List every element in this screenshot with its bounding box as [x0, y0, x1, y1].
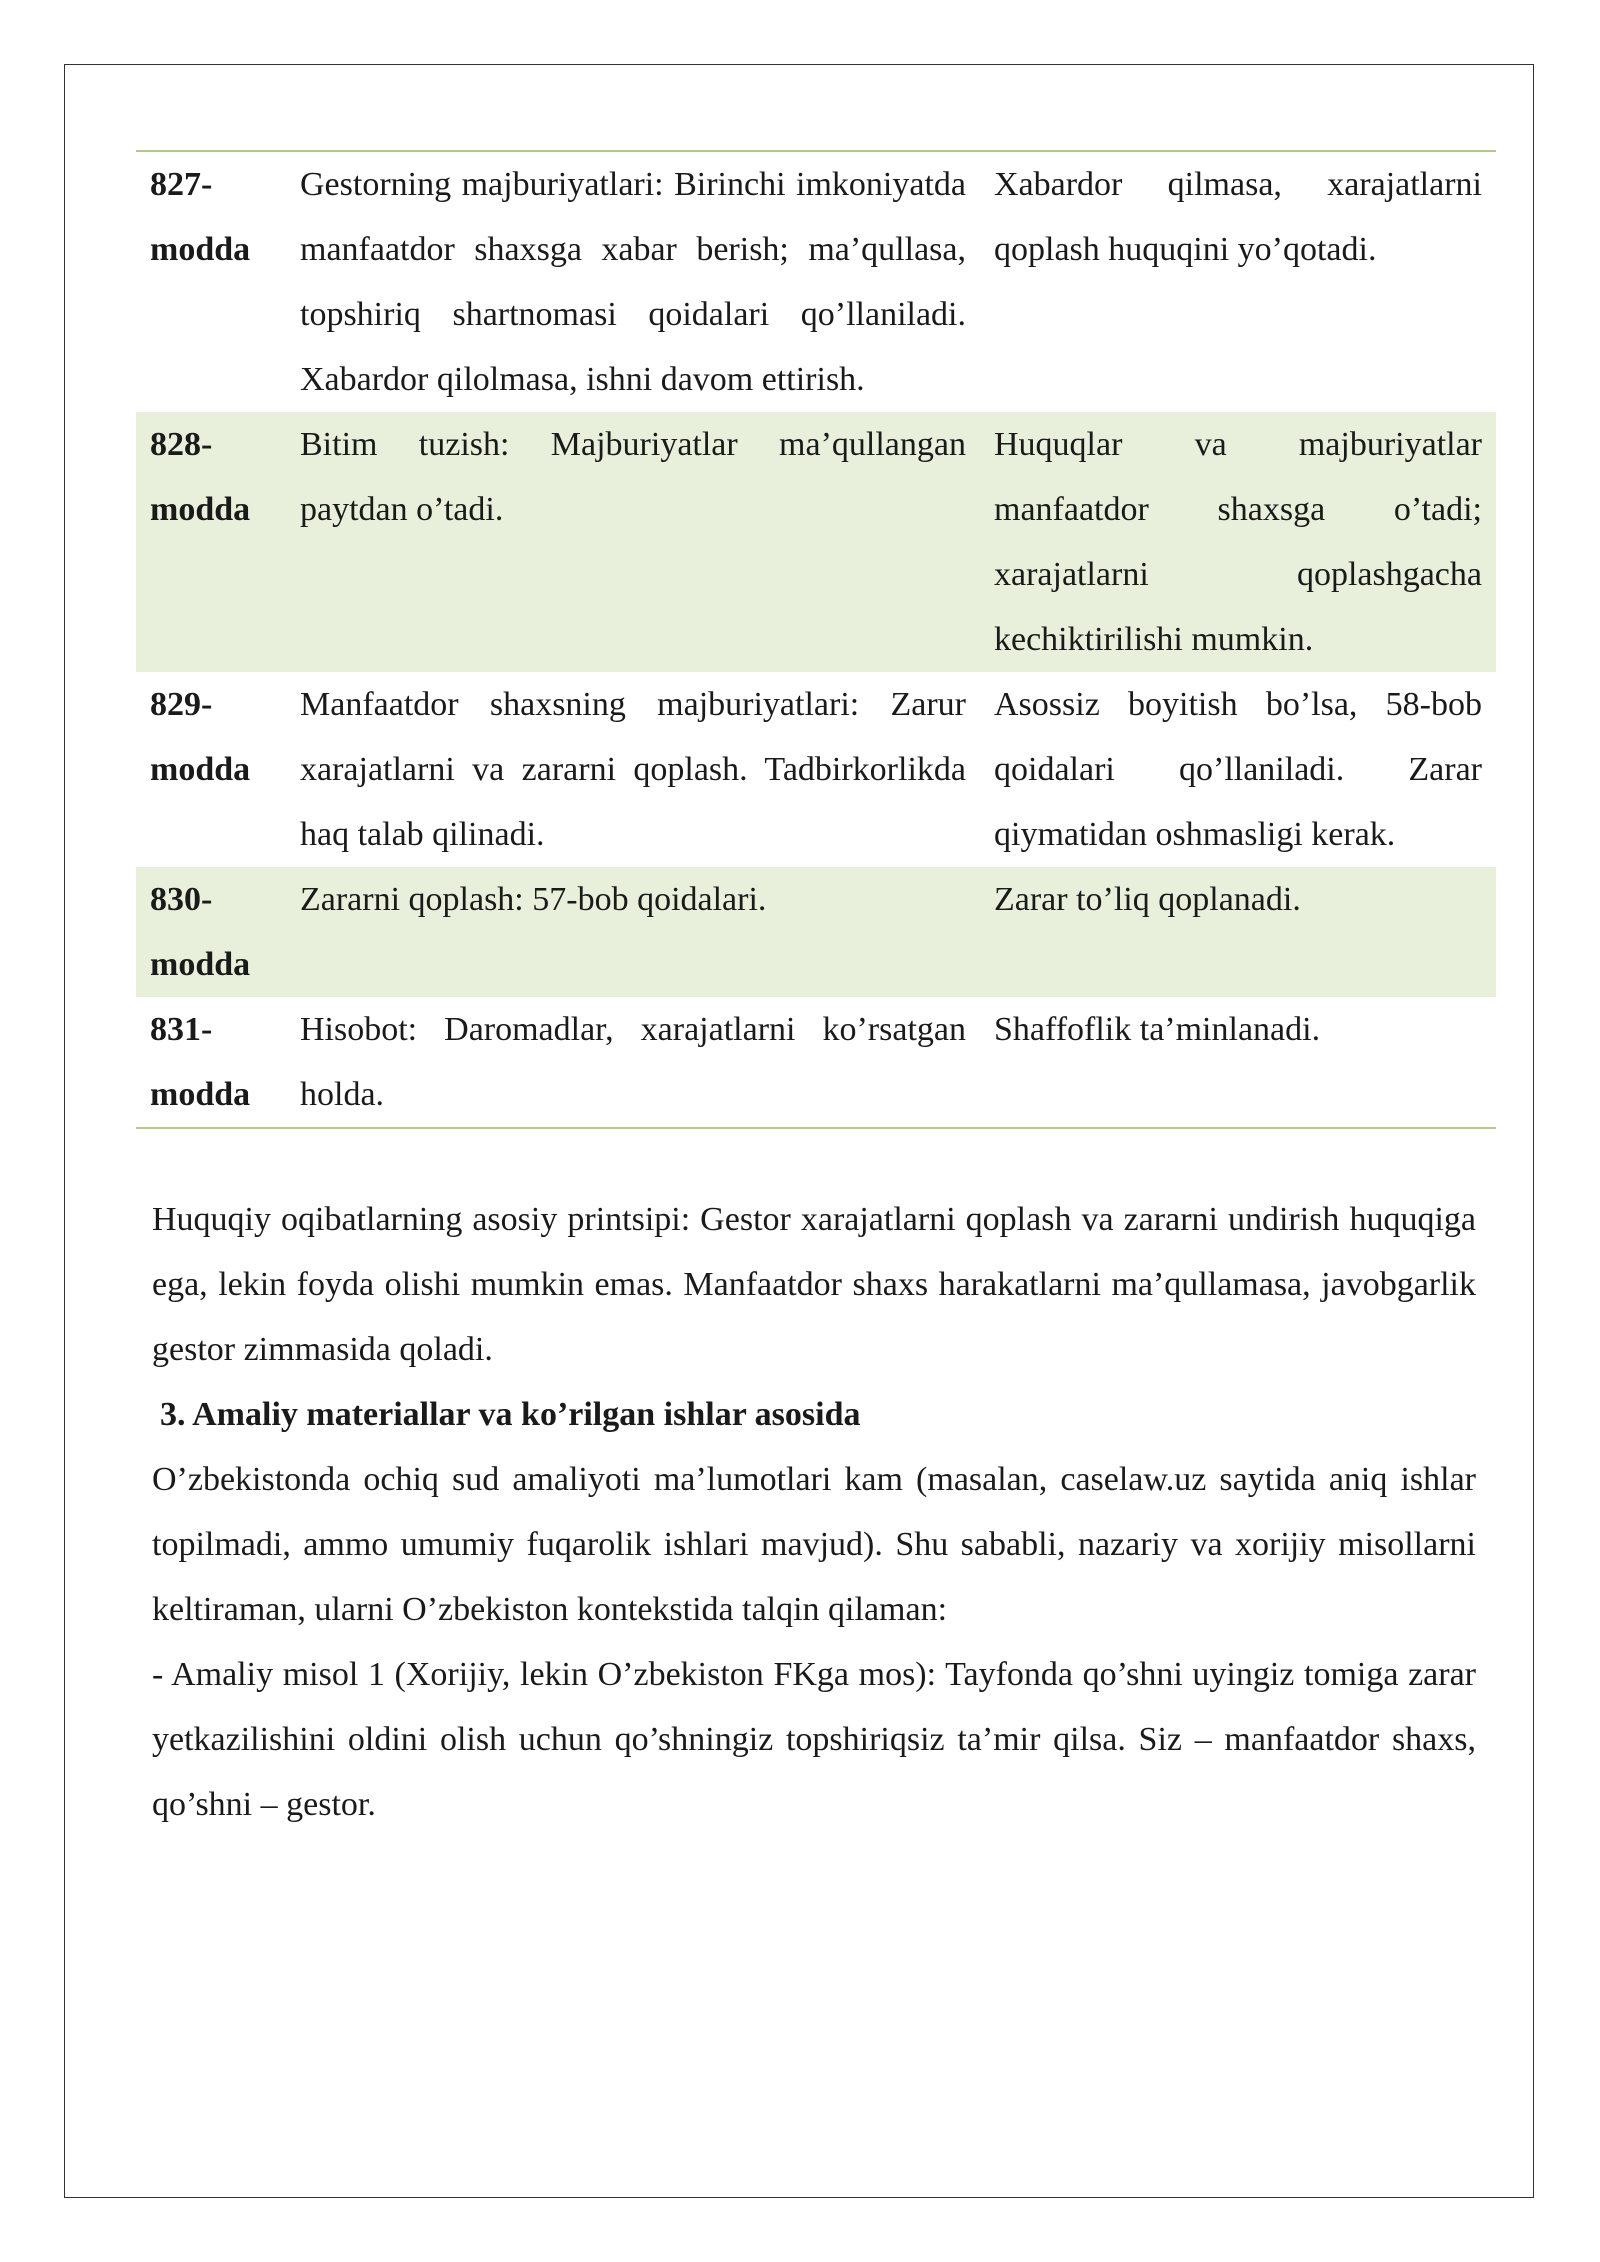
article-description: Bitim tuzish: Majburiyatlar ma’qullangan paytdan o’tadi.	[286, 412, 980, 672]
article-number: 829-modda	[150, 686, 251, 788]
table-row	[136, 672, 1496, 867]
article-number: 831-modda	[150, 1011, 251, 1113]
article-number: 830-modda	[136, 867, 286, 997]
article-consequence: Xabardor qilmasa, xarajatlarni qoplash huquqini yo’qotadi.	[994, 166, 1482, 268]
table-row	[136, 412, 1496, 672]
article-description: Zararni qoplash: 57-bob qoidalari.	[286, 867, 980, 997]
table-row	[136, 867, 1496, 997]
practice-paragraph: O’zbekistonda ochiq sud amaliyoti ma’lumotlari kam (masalan, caselaw.uz saytida aniq ishlar topilmadi, ammo umumiy fuqarolik ishlari mavjud). Shu sababli, nazariy va xorijiy misollarni keltiraman, ularni O’zbekiston kontekstida talqin qilaman:	[152, 1461, 1476, 1628]
articles-table	[136, 150, 1496, 1129]
article-description: Hisobot: Daromadlar, xarajatlarni ko’rsatgan holda.	[300, 1011, 966, 1113]
section-heading: 3. Amaliy materiallar va ko’rilgan ishlar asosida	[160, 1396, 861, 1433]
article-number: 828-modda	[136, 412, 286, 672]
example-paragraph: - Amaliy misol 1 (Xorijiy, lekin O’zbekiston FKga mos): Tayfonda qo’shni uyingiz tomiga zarar yetkazilishini oldini olish uchun qo’shningiz topshiriqsiz ta’mir qilsa. Siz – manfaatdor shaxs, qo’shni – gestor.	[152, 1656, 1476, 1823]
table-row	[136, 151, 1496, 412]
article-consequence: Zarar to’liq qoplanadi.	[980, 867, 1496, 997]
article-consequence: Huquqlar va majburiyatlar manfaatdor shaxsga o’tadi; xarajatlarni qoplashgacha kechiktirilishi mumkin.	[980, 412, 1496, 672]
article-description: Gestorning majburiyatlari: Birinchi imkoniyatda manfaatdor shaxsga xabar berish; ma’qullasa, topshiriq shartnomasi qoidalari qo’llaniladi. Xabardor qilolmasa, ishni davom ettirish.	[300, 166, 966, 398]
page-content	[138, 150, 1488, 1837]
article-consequence: Asossiz boyitish bo’lsa, 58-bob qoidalari qo’llaniladi. Zarar qiymatidan oshmasligi kerak.	[994, 686, 1482, 853]
article-description: Manfaatdor shaxsning majburiyatlari: Zarur xarajatlarni va zararni qoplash. Tadbirkorlikda haq talab qilinadi.	[300, 686, 966, 853]
table-row	[136, 997, 1496, 1128]
principle-paragraph: Huquqiy oqibatlarning asosiy printsipi: Gestor xarajatlarni qoplash va zararni undirish huquqiga ega, lekin foyda olishi mumkin emas. Manfaatdor shaxs harakatlarni ma’qullamasa, javobgarlik gestor zimmasida qoladi.	[152, 1201, 1476, 1368]
article-consequence: Shaffoflik ta’minlanadi.	[994, 1011, 1321, 1048]
article-number: 827-modda	[150, 166, 251, 268]
